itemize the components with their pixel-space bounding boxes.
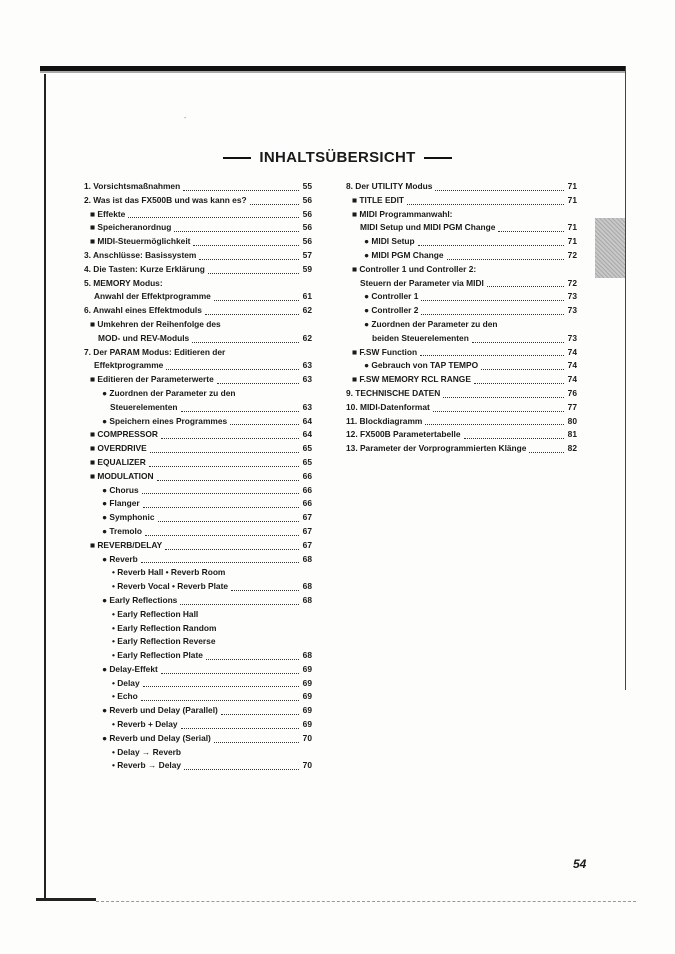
- toc-entry: [84, 511, 312, 525]
- toc-entry-page: 70: [302, 760, 312, 771]
- dot-leader: [181, 728, 299, 729]
- toc-entry-title: Effektprogramme: [94, 360, 164, 371]
- toc-entry: [346, 359, 577, 373]
- dot-leader: [181, 411, 300, 412]
- toc-entry-title: ● Controller 1: [364, 291, 419, 302]
- toc-entry: [84, 580, 312, 594]
- toc-entry-page: 72: [567, 249, 577, 260]
- toc-entry-page: 72: [567, 277, 577, 288]
- toc-entry-page: 56: [302, 194, 312, 205]
- toc-left-column: [84, 180, 312, 773]
- dot-leader: [208, 273, 299, 274]
- toc-entry: [84, 442, 312, 456]
- toc-entry-title: ● Zuordnen der Parameter zu den: [364, 318, 498, 329]
- dot-leader: [250, 204, 299, 205]
- toc-entry-page: 66: [302, 498, 312, 509]
- toc-entry-page: 69: [302, 663, 312, 674]
- toc-entry: [84, 525, 312, 539]
- dot-leader: [128, 217, 299, 218]
- stray-mark: -: [184, 115, 187, 122]
- toc-entry-page: 74: [567, 374, 577, 385]
- toc-entry: [84, 553, 312, 567]
- toc-entry-title: ● MIDI PGM Change: [364, 249, 444, 260]
- dot-leader: [143, 686, 299, 687]
- dot-leader: [407, 204, 564, 205]
- dot-leader: [421, 314, 564, 315]
- dot-leader: [498, 231, 564, 232]
- toc-entry: [84, 746, 312, 760]
- toc-entry: [84, 415, 312, 429]
- toc-entry-page: 69: [302, 677, 312, 688]
- dot-leader: [487, 286, 564, 287]
- toc-entry: [84, 346, 312, 360]
- toc-entry-page: 80: [567, 415, 577, 426]
- toc-entry-title: • Reverb + Delay: [112, 719, 178, 730]
- dot-leader: [230, 424, 299, 425]
- toc-entry-page: 68: [302, 594, 312, 605]
- dot-leader: [435, 190, 564, 191]
- left-margin-rule: [44, 74, 46, 900]
- toc-entry-page: 57: [302, 249, 312, 260]
- top-rule-shadow: [40, 71, 625, 73]
- dot-leader: [174, 231, 299, 232]
- toc-entry-title: ■ Speicheranordnug: [90, 222, 172, 233]
- dot-leader: [425, 424, 564, 425]
- toc-entry-title: • Early Reflection Random: [112, 622, 217, 633]
- dot-leader: [221, 714, 299, 715]
- toc-entry-title: • Early Reflection Hall: [112, 608, 199, 619]
- dot-leader: [157, 480, 299, 481]
- dot-leader: [150, 452, 299, 453]
- toc-entry: [84, 704, 312, 718]
- dot-leader: [447, 259, 564, 260]
- toc-entry-page: 69: [302, 691, 312, 702]
- toc-entry: [84, 635, 312, 649]
- dot-leader: [214, 300, 299, 301]
- toc-entry: [84, 484, 312, 498]
- title-dash-right: [424, 157, 452, 159]
- toc-entry: [84, 194, 312, 208]
- toc-entry: [346, 373, 577, 387]
- toc-entry-title: ● Reverb: [102, 553, 138, 564]
- toc-entry: [84, 290, 312, 304]
- dot-leader: [161, 438, 299, 439]
- toc-entry-title: ● Gebrauch von TAP TEMPO: [364, 360, 479, 371]
- toc-entry-page: 63: [302, 360, 312, 371]
- dot-leader: [472, 342, 564, 343]
- toc-entry: [84, 249, 312, 263]
- toc-entry: [84, 208, 312, 222]
- toc-entry-page: 68: [302, 581, 312, 592]
- toc-entry-title: 7. Der PARAM Modus: Editieren der: [84, 346, 226, 357]
- dot-leader: [231, 590, 299, 591]
- dot-leader: [143, 507, 299, 508]
- toc-entry-page: 67: [302, 512, 312, 523]
- toc-entry: [346, 318, 577, 332]
- toc-entry: [84, 497, 312, 511]
- toc-entry-page: 77: [567, 401, 577, 412]
- toc-entry-title: ● Reverb und Delay (Parallel): [102, 705, 218, 716]
- toc-entry: [84, 180, 312, 194]
- toc-entry-page: 74: [567, 346, 577, 357]
- toc-entry-page: 69: [302, 719, 312, 730]
- toc-entry-page: 71: [567, 222, 577, 233]
- toc-entry: [346, 221, 577, 235]
- dot-leader: [420, 355, 564, 356]
- toc-entry-page: 61: [302, 291, 312, 302]
- toc-entry: [84, 373, 312, 387]
- toc-entry-title: ■ Effekte: [90, 208, 126, 219]
- toc-entry-title: Steuerelementen: [110, 401, 178, 412]
- toc-entry-title: ● Tremolo: [102, 525, 142, 536]
- toc-entry-title: • Reverb Hall • Reverb Room: [112, 567, 226, 578]
- dot-leader: [180, 604, 299, 605]
- dot-leader: [145, 535, 299, 536]
- toc-entry-title: 12. FX500B Parametertabelle: [346, 429, 461, 440]
- toc-entry-page: 68: [302, 650, 312, 661]
- toc-entry-title: 4. Die Tasten: Kurze Erklärung: [84, 263, 205, 274]
- toc-entry-title: ● Controller 2: [364, 305, 419, 316]
- toc-entry-page: 66: [302, 470, 312, 481]
- toc-entry: [346, 346, 577, 360]
- toc-entry-title: ● Delay-Effekt: [102, 663, 158, 674]
- dot-leader: [214, 742, 299, 743]
- toc-entry-title: • Reverb → Delay: [112, 760, 182, 771]
- toc-entry-title: ● Symphonic: [102, 512, 155, 523]
- toc-entry-title: Anwahl der Effektprogramme: [94, 291, 211, 302]
- toc-entry-page: 73: [567, 332, 577, 343]
- toc-entry-title: ■ Umkehren der Reihenfolge des: [90, 318, 221, 329]
- toc-entry: [346, 249, 577, 263]
- page-number: 54: [573, 857, 587, 871]
- dot-leader: [433, 411, 564, 412]
- toc-entry-page: 64: [302, 429, 312, 440]
- toc-entry: [346, 332, 577, 346]
- toc-entry-title: ■ OVERDRIVE: [90, 443, 147, 454]
- toc-entry: [84, 221, 312, 235]
- toc-entry-title: ■ Editieren der Parameterwerte: [90, 374, 214, 385]
- dot-leader: [166, 369, 299, 370]
- title-text: INHALTSÜBERSICHT: [259, 149, 416, 166]
- toc-entry-page: 81: [567, 429, 577, 440]
- toc-entry-title: 10. MIDI-Datenformat: [346, 401, 430, 412]
- toc-entry-title: ■ Controller 1 und Controller 2:: [352, 263, 477, 274]
- toc-entry-page: 63: [302, 374, 312, 385]
- toc-entry: [84, 759, 312, 773]
- toc-entry: [346, 263, 577, 277]
- toc-entry-title: • Delay: [112, 677, 140, 688]
- toc-entry-page: 66: [302, 484, 312, 495]
- toc-entry-title: ■ MIDI Programmanwahl:: [352, 208, 453, 219]
- toc-entry: [346, 401, 577, 415]
- toc-entry-page: 71: [567, 181, 577, 191]
- toc-entry-page: 59: [302, 263, 312, 274]
- dot-leader: [464, 438, 564, 439]
- dot-leader: [161, 673, 299, 674]
- dot-leader: [421, 300, 564, 301]
- toc-entry: [84, 622, 312, 636]
- dot-leader: [183, 190, 299, 191]
- toc-entry-page: 55: [302, 181, 312, 191]
- dot-leader: [474, 383, 564, 384]
- dot-leader: [165, 549, 299, 550]
- page-title: [0, 149, 675, 166]
- toc-entry: [84, 608, 312, 622]
- toc-entry: [84, 732, 312, 746]
- toc-entry-page: 56: [302, 236, 312, 247]
- toc-entry-title: 11. Blockdiagramm: [346, 415, 423, 426]
- toc-entry: [84, 304, 312, 318]
- toc-entry-page: 56: [302, 222, 312, 233]
- toc-entry-title: ● Zuordnen der Parameter zu den: [102, 387, 236, 398]
- dot-leader: [199, 259, 299, 260]
- toc-entry: [346, 290, 577, 304]
- dot-leader: [217, 383, 299, 384]
- toc-entry-title: • Reverb Vocal • Reverb Plate: [112, 581, 229, 592]
- toc-entry-page: 82: [567, 443, 577, 454]
- toc-entry-title: 3. Anschlüsse: Basissystem: [84, 249, 197, 260]
- toc-entry: [346, 194, 577, 208]
- toc-entry-title: ■ F.SW MEMORY RCL RANGE: [352, 374, 471, 385]
- dot-leader: [206, 659, 299, 660]
- toc-entry: [346, 442, 577, 456]
- dot-leader: [158, 521, 299, 522]
- dot-leader: [141, 562, 299, 563]
- dot-leader: [418, 245, 564, 246]
- toc-entry: [84, 663, 312, 677]
- toc-entry-page: 65: [302, 456, 312, 467]
- toc-entry: [84, 235, 312, 249]
- toc-entry-page: 64: [302, 415, 312, 426]
- toc-entry-title: ● Flanger: [102, 498, 140, 509]
- toc-entry-page: 67: [302, 525, 312, 536]
- toc-entry-page: 69: [302, 705, 312, 716]
- toc-entry: [346, 277, 577, 291]
- title-dash-left: [223, 157, 251, 159]
- toc-entry: [84, 318, 312, 332]
- toc-entry-page: 71: [567, 236, 577, 247]
- toc-entry-title: 13. Parameter der Vorprogrammierten Klänge: [346, 443, 527, 454]
- toc-right-column: [346, 180, 577, 456]
- toc-entry: [84, 359, 312, 373]
- dot-leader: [141, 700, 299, 701]
- dot-leader: [481, 369, 564, 370]
- toc-entry: [346, 235, 577, 249]
- toc-entry: [84, 649, 312, 663]
- toc-entry-title: • Early Reflection Plate: [112, 650, 203, 661]
- toc-entry-title: Steuern der Parameter via MIDI: [360, 277, 484, 288]
- toc-entry-title: • Delay → Reverb: [112, 746, 182, 757]
- dot-leader: [529, 452, 564, 453]
- toc-entry-title: ■ MIDI-Steuermöglichkeit: [90, 236, 191, 247]
- toc-entry: [84, 566, 312, 580]
- toc-entry: [84, 594, 312, 608]
- toc-entry: [84, 401, 312, 415]
- dot-leader: [149, 466, 299, 467]
- toc-entry: [84, 690, 312, 704]
- toc-entry-page: 67: [302, 539, 312, 550]
- toc-entry-page: 74: [567, 360, 577, 371]
- toc-entry: [84, 470, 312, 484]
- toc-entry-title: 8. Der UTILITY Modus: [346, 181, 433, 191]
- toc-entry: [84, 677, 312, 691]
- toc-entry-title: ■ F.SW Function: [352, 346, 418, 357]
- toc-entry-title: • Echo: [112, 691, 138, 702]
- toc-entry-title: 2. Was ist das FX500B und was kann es?: [84, 194, 247, 205]
- toc-entry-title: ■ TITLE EDIT: [352, 194, 405, 205]
- toc-entry: [84, 456, 312, 470]
- toc-entry-page: 65: [302, 443, 312, 454]
- toc-entry-page: 63: [302, 401, 312, 412]
- toc-entry-title: • Early Reflection Reverse: [112, 636, 216, 647]
- toc-entry-page: 62: [302, 305, 312, 316]
- toc-entry-title: ● Chorus: [102, 484, 139, 495]
- toc-entry-page: 76: [567, 387, 577, 398]
- toc-entry-title: 9. TECHNISCHE DATEN: [346, 387, 441, 398]
- toc-entry: [346, 180, 577, 194]
- toc-entry: [84, 277, 312, 291]
- toc-entry-title: ■ MODULATION: [90, 470, 154, 481]
- toc-entry-title: ● Reverb und Delay (Serial): [102, 732, 211, 743]
- toc-entry-title: MIDI Setup und MIDI PGM Change: [360, 222, 496, 233]
- toc-entry-page: 71: [567, 194, 577, 205]
- toc-entry: [346, 208, 577, 222]
- toc-entry: [84, 539, 312, 553]
- dot-leader: [142, 493, 299, 494]
- toc-entry-title: 1. Vorsichtsmaßnahmen: [84, 181, 181, 191]
- toc-entry-title: ■ EQUALIZER: [90, 456, 146, 467]
- toc-entry-title: ■ REVERB/DELAY: [90, 539, 163, 550]
- toc-entry-page: 73: [567, 291, 577, 302]
- toc-entry-title: beiden Steuerelementen: [372, 332, 469, 343]
- toc-entry-title: ● Speichern eines Programmes: [102, 415, 228, 426]
- toc-entry: [346, 415, 577, 429]
- toc-entry-page: 70: [302, 732, 312, 743]
- toc-entry: [84, 387, 312, 401]
- toc-entry-title: ● MIDI Setup: [364, 236, 415, 247]
- toc-entry: [346, 387, 577, 401]
- bottom-rule: [96, 901, 636, 903]
- dot-leader: [193, 245, 299, 246]
- toc-entry: [346, 428, 577, 442]
- toc-entry-title: 5. MEMORY Modus:: [84, 277, 163, 288]
- toc-entry-title: 6. Anwahl eines Effektmoduls: [84, 305, 202, 316]
- toc-entry-page: 68: [302, 553, 312, 564]
- toc-entry-page: 62: [302, 332, 312, 343]
- toc-entry: [84, 428, 312, 442]
- toc-entry: [84, 718, 312, 732]
- toc-entry-page: 56: [302, 208, 312, 219]
- toc-entry-page: 73: [567, 305, 577, 316]
- toc-entry: [84, 263, 312, 277]
- toc-entry-title: ■ COMPRESSOR: [90, 429, 158, 440]
- dot-leader: [443, 397, 564, 398]
- toc-entry-title: MOD- und REV-Moduls: [98, 332, 190, 343]
- dot-leader: [205, 314, 299, 315]
- toc-entry: [84, 332, 312, 346]
- toc-entry-title: ● Early Reflections: [102, 594, 178, 605]
- dot-leader: [192, 342, 299, 343]
- toc-entry: [346, 304, 577, 318]
- dot-leader: [184, 769, 299, 770]
- left-rule-foot: [36, 898, 96, 901]
- thumb-index-tab: [595, 218, 625, 278]
